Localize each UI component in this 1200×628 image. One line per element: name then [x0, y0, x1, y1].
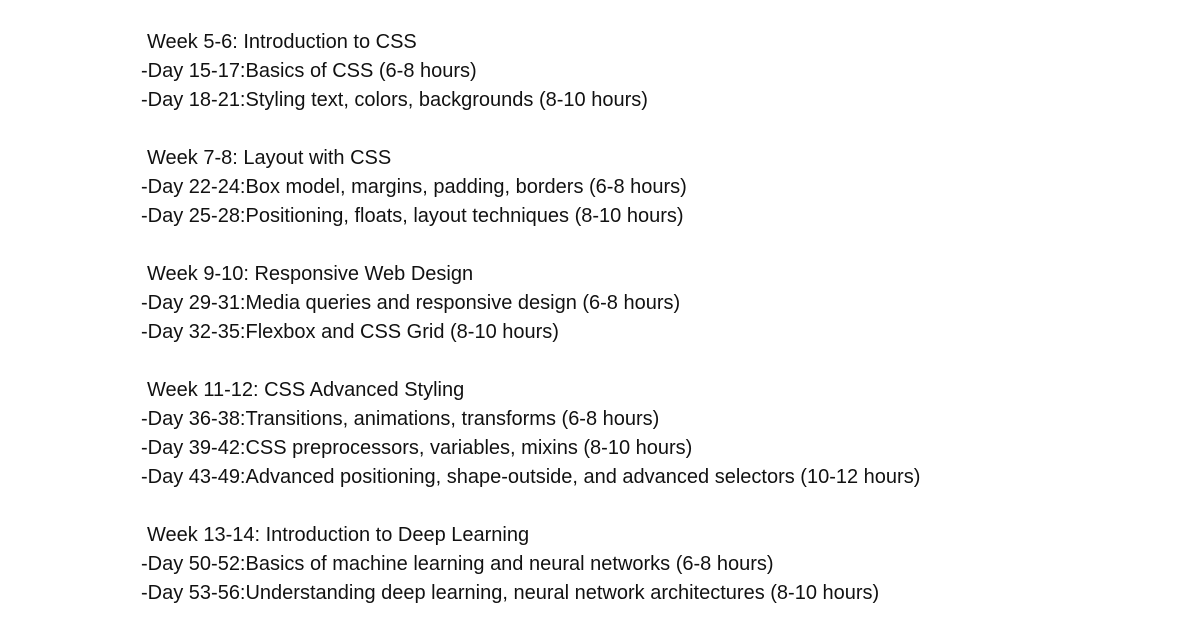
day-item: -Day 43-49:Advanced positioning, shape-outside, and advanced selectors (10-12 hours) — [141, 466, 921, 488]
week-heading: Week 13-14: Introduction to Deep Learning — [147, 524, 530, 546]
week-heading: Week 9-10: Responsive Web Design — [147, 263, 474, 285]
week-section — [0, 260, 1200, 347]
day-item: -Day 36-38:Transitions, animations, transforms (6-8 hours) — [141, 408, 660, 430]
day-item: -Day 15-17:Basics of CSS (6-8 hours) — [141, 60, 477, 82]
week-heading: Week 5-6: Introduction to CSS — [147, 31, 417, 53]
day-item: -Day 39-42:CSS preprocessors, variables, mixins (8-10 hours) — [141, 437, 693, 459]
day-item: -Day 29-31:Media queries and responsive design (6-8 hours) — [141, 292, 681, 314]
day-item: -Day 32-35:Flexbox and CSS Grid (8-10 hours) — [141, 321, 559, 343]
day-item: -Day 53-56:Understanding deep learning, neural network architectures (8-10 hours) — [141, 582, 880, 604]
week-heading: Week 11-12: CSS Advanced Styling — [147, 379, 465, 401]
day-item: -Day 22-24:Box model, margins, padding, borders (6-8 hours) — [141, 176, 687, 198]
week-section — [0, 144, 1200, 231]
day-item: -Day 25-28:Positioning, floats, layout techniques (8-10 hours) — [141, 205, 684, 227]
day-item: -Day 18-21:Styling text, colors, backgrounds (8-10 hours) — [141, 89, 648, 111]
week-section — [0, 521, 1200, 608]
week-section — [0, 376, 1200, 492]
week-heading: Week 7-8: Layout with CSS — [147, 147, 392, 169]
week-section — [0, 28, 1200, 115]
day-item: -Day 50-52:Basics of machine learning and neural networks (6-8 hours) — [141, 553, 774, 575]
